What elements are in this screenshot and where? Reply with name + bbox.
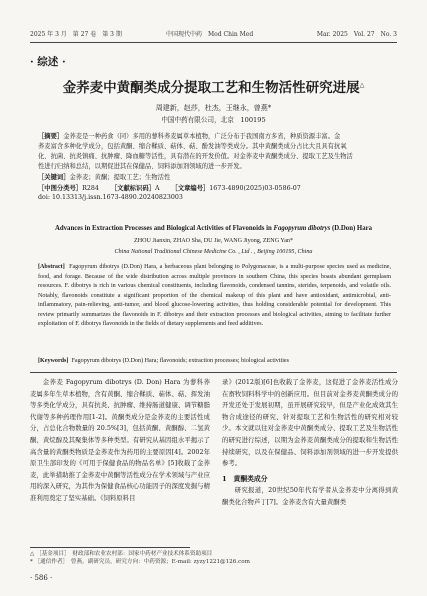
keywords-en: Fagopyrum dibotrys (D.Don) Hara; flavonoids; extraction processes; biological activities <box>71 358 289 364</box>
footnote-rule <box>30 547 190 548</box>
abstract-en-text: Fagopyrum dibotrys (D.Don) Hara, a herbaceous plant belonging to Polygonaceae, is a multi-purpose species used as medicine, food, and forage. Because of the wide distribution across multiple provinces in southern China, this species boasts abundant germplasm resources. F. dibotrys is rich in various chemical constituents, including flavonoids, condensed tannins, sterides, terpenoids, and volatile oils. Notably, flavonoids constitute a significant proportion of the chemical makeup of this plant and have antioxidant, antimicrobial, anti-inflammatory, pain-relieving, anti-tumor, and blood glucose-lowering activities, thus holding considerable potential for development. This review primarily summarizes the flavonoids in F. dibotrys and their extraction processes and biological activities, aiming to facilitate further exploitation of F. dibotrys flavonoids in the fields of dietary supplements and feed additives. <box>38 264 392 327</box>
clc-label: ［中图分类号］ <box>38 184 83 192</box>
doi-label: doi: <box>38 194 50 202</box>
abstract-cn-label: ［摘要］ <box>38 133 64 140</box>
doc-code: A <box>154 184 160 192</box>
intro-paragraph-continued: 录》(2012版)[6]也收载了金荞麦，这促进了金荞麦活性成分在畜牧饲料科学中的创新应用。但目前对金荞麦黄酮类成分的开发还处于发展初期，虽开展研究较早，但是产业化成效其生物合成途径的研究、针对提取工艺和生物活性的研究相对较少。本文就以往对金荞麦中黄酮类成分、提取工艺及生物活性的研究进行综述，以期为金荞麦黄酮类成分的提取和生物活性持续研究，以及在保健品、饲料添加剂领域的进一步开发提供参考。 <box>222 378 398 468</box>
article-number: 1673-4890(2025)03-0586-07 <box>209 184 301 192</box>
doi-link[interactable]: 10.13313/j.issn.1673-4890.20240823003 <box>51 194 183 202</box>
affiliation-cn: 中国中药有限公司，北京 100195 <box>161 116 266 124</box>
footnote-funding: △ ［基金项目］ 财政部和农业农村部：国家中药材产业技术体系资助项目 <box>30 551 213 557</box>
keywords-en-label: [Keywords] <box>38 358 69 364</box>
abstract-end-rule <box>30 372 397 373</box>
abstract-cn-line: 金荞麦是一种药食（同）多用的蓼科荞麦属草本植物，广泛分布于我国南方多省，种质资源丰富。金 <box>63 133 341 140</box>
page-number: · 586 · <box>30 574 53 582</box>
affiliation-en: China National Traditional Chinese Medicine Co. , Ltd . , Beijing 100195, China <box>114 249 313 255</box>
clc-number: R284 <box>82 184 99 192</box>
title-cn <box>20 76 407 96</box>
title-en <box>10 225 417 232</box>
abstract-cn-line: 化、抗菌、抗炎镇痛、抗肿瘤、降血糖等活性，具有潜在的开发价值。对金荞麦中黄酮类成分、提取工艺及生物活 <box>38 152 353 160</box>
authors-cn: 周建新，赵莎，杜杰，王继永，曾燕* <box>155 104 272 112</box>
header-rule <box>30 42 397 43</box>
authors-en: ZHOU Jianxin, ZHAO Sha, DU Jie, WANG Jiyong, ZENG Yan* <box>134 238 293 244</box>
article-number-label: ［文章编号］ <box>171 184 210 192</box>
abstract-cn <box>38 132 391 203</box>
abstract-cn-line: 性进行归纳和总结，以期促进其在保健品、饲料添加剂领域的进一步开发。 <box>38 162 246 170</box>
abstract-en <box>38 263 391 330</box>
section-heading-flavonoids: 1 黄酮类成分 <box>222 474 268 483</box>
flavonoids-paragraph: 研究报道，20世纪50年代有学者从金荞麦中分离得到黄酮类化合物芦丁[7]。金荞麦含有大量黄酮类 <box>222 486 398 506</box>
keywords-cn-label: ［关键词］ <box>38 173 70 181</box>
title-cn-text: 金荞麦中黄酮类成分提取工艺和生物活性研究进展 <box>62 80 360 96</box>
body-column-left <box>30 377 210 505</box>
title-en-species: Fagopyrum dibotrys <box>273 225 331 232</box>
footnote-corresponding-author: * ［通信作者］ 曾燕，副研究员，研究方向：中药资源；E-mail: zyzy1221@126.com <box>30 559 250 565</box>
doc-code-label: ［文献标识码］ <box>110 184 155 192</box>
journal-issue-right: Mar. 2025 Vol. 27 No. 3 <box>316 31 397 38</box>
title-en-part: (D.Don) Hara <box>330 225 373 232</box>
journal-issue-left: 2025 年 3 月 第 27 卷 第 3 期 <box>30 31 122 38</box>
journal-name: 中国现代中药 Mod Chin Med <box>166 31 254 38</box>
title-en-part: Advances in Extraction Processes and Biological Activities of Flavonoids in <box>54 225 274 232</box>
abstract-en-label: [Abstract] <box>38 264 65 270</box>
keywords-cn: 金荞麦；黄酮；提取工艺；生物活性 <box>69 173 171 181</box>
section-tag: · 综述 · <box>30 56 66 68</box>
title-fund-mark: △ <box>359 81 365 89</box>
keywords-en-row <box>38 357 391 367</box>
intro-paragraph: 金荞麦 Fagopyrum dibotrys (D. Don) Hara 为蓼科荞麦属多年生草本植物，含有黄酮、缩合鞣质、萜体、萜、挥发油等多类化学成分，具有抗炎、抗肿瘤、维持肠道健康、调节糖脂代谢等多种药理作用[1-2]。黄酮类成分是金荞麦的主要活性成分，占总化合物数量的 20.5%[3]，包括黄酮、黄酮醇、二氢黄酮、黄烷醇及其聚集体等多种类型。有研究从基因组水平揭示了高含量的黄酮类物质是金荞麦作为药用的主要原因[4]。2002年原卫生部印发的《可用于保健食品的物品名单》[5]收载了金荞麦，此举措助推了金荞麦中黄酮等活性成分在学术领域与产业应用的深入研究，为其作为保健食品核心功能因子的深度发掘与精准利用奠定了坚实基础。《饲料原料目 <box>30 378 210 502</box>
body-column-right <box>222 377 398 509</box>
footnotes <box>30 550 397 566</box>
abstract-cn-line: 荞麦富含多种化学成分，包括黄酮、缩合鞣质、萜体、萜、酚发油等类成分。其中黄酮类成分占比大且具有抗氧 <box>38 142 347 150</box>
